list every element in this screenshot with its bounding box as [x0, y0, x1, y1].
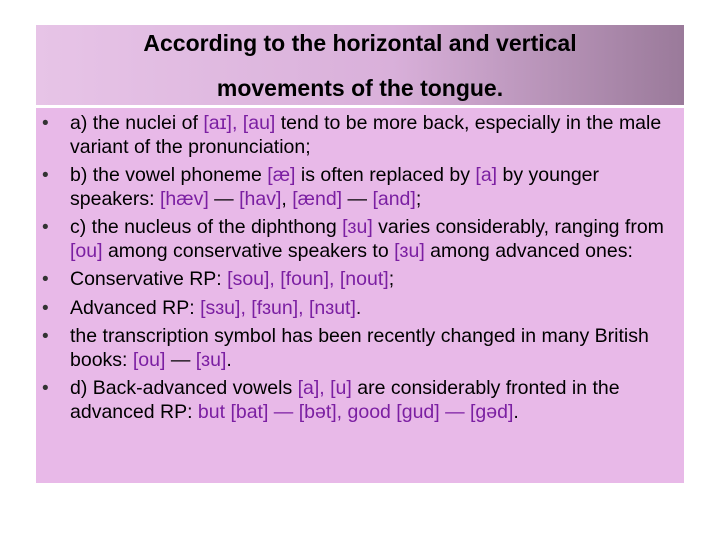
- bullet-text: ;: [415, 187, 422, 210]
- bullet-text: .: [226, 348, 232, 371]
- transcription-text: [ænd]: [292, 187, 343, 210]
- slide-title-line-2: movements of the tongue.: [216, 75, 504, 101]
- bullet-text: tend to be more back, especially in the male variant of the pronunciation;: [70, 112, 662, 158]
- bullet-text: the transcription symbol has been recently changed in many British books:: [70, 325, 649, 371]
- transcription-text: [hav]: [239, 187, 282, 210]
- transcription-text: [aɪ], [au]: [203, 112, 276, 134]
- bullet-text: c) the nucleus of the diphthong: [70, 216, 343, 238]
- bullet-text: .: [513, 400, 519, 423]
- bullet-item: [36, 268, 676, 292]
- transcription-text: [a], [u]: [297, 377, 352, 399]
- transcription-text: [ɜu]: [342, 216, 373, 238]
- bullet-text: —: [208, 187, 240, 210]
- bullet-text: among conservative speakers to: [102, 239, 395, 262]
- slide-title-line-1: According to the horizontal and vertical: [143, 30, 577, 56]
- bullet-dot: •: [42, 378, 49, 399]
- bullet-item: [36, 112, 676, 159]
- bullet-dot: •: [42, 165, 49, 186]
- bullet-list: [36, 112, 676, 429]
- bullet-text: —: [165, 348, 196, 371]
- bullet-text: by younger speakers:: [70, 164, 600, 210]
- bullet-dot: •: [42, 269, 49, 290]
- transcription-text: but [bat] — [bət], good [gud] — [gəd]: [197, 400, 514, 423]
- transcription-text: [ɜu]: [394, 239, 425, 262]
- title-banner: [36, 25, 684, 105]
- bullet-text: ;: [388, 268, 395, 290]
- bullet-text: varies considerably, ranging from: [372, 216, 664, 238]
- bullet-text: among advanced ones:: [424, 239, 633, 262]
- bullet-item: [36, 297, 676, 321]
- transcription-text: [sɜu], [fɜun], [nɜut]: [200, 296, 356, 319]
- transcription-text: [and]: [372, 187, 416, 210]
- bullet-text: are considerably fronted in the advanced RP:: [70, 377, 620, 423]
- bullet-text: ,: [281, 187, 293, 210]
- bullet-text: Advanced RP:: [70, 296, 201, 319]
- bullet-item: [36, 216, 676, 263]
- transcription-text: [ou]: [132, 348, 166, 371]
- bullet-text: Conservative RP:: [70, 268, 228, 290]
- bullet-item: [36, 164, 676, 211]
- bullet-text: is often replaced by: [295, 164, 476, 186]
- bullet-item: [36, 325, 676, 372]
- transcription-text: [æ]: [267, 164, 296, 186]
- bullet-dot: •: [42, 113, 49, 134]
- bullet-item: [36, 377, 676, 424]
- transcription-text: [hæv]: [159, 187, 209, 210]
- bullet-text: d) Back-advanced vowels: [70, 377, 298, 399]
- transcription-text: [ɜu]: [195, 348, 227, 371]
- transcription-text: [ou]: [70, 239, 103, 262]
- content-panel: [36, 108, 684, 483]
- transcription-text: [sou], [foun], [nout]: [227, 268, 389, 290]
- bullet-dot: •: [42, 217, 49, 238]
- bullet-text: a) the nuclei of: [70, 112, 204, 134]
- bullet-text: .: [355, 296, 362, 319]
- bullet-text: —: [342, 187, 373, 210]
- bullet-dot: •: [42, 326, 49, 347]
- bullet-dot: •: [42, 297, 49, 319]
- bullet-text: b) the vowel phoneme: [70, 164, 268, 186]
- transcription-text: [a]: [475, 164, 498, 186]
